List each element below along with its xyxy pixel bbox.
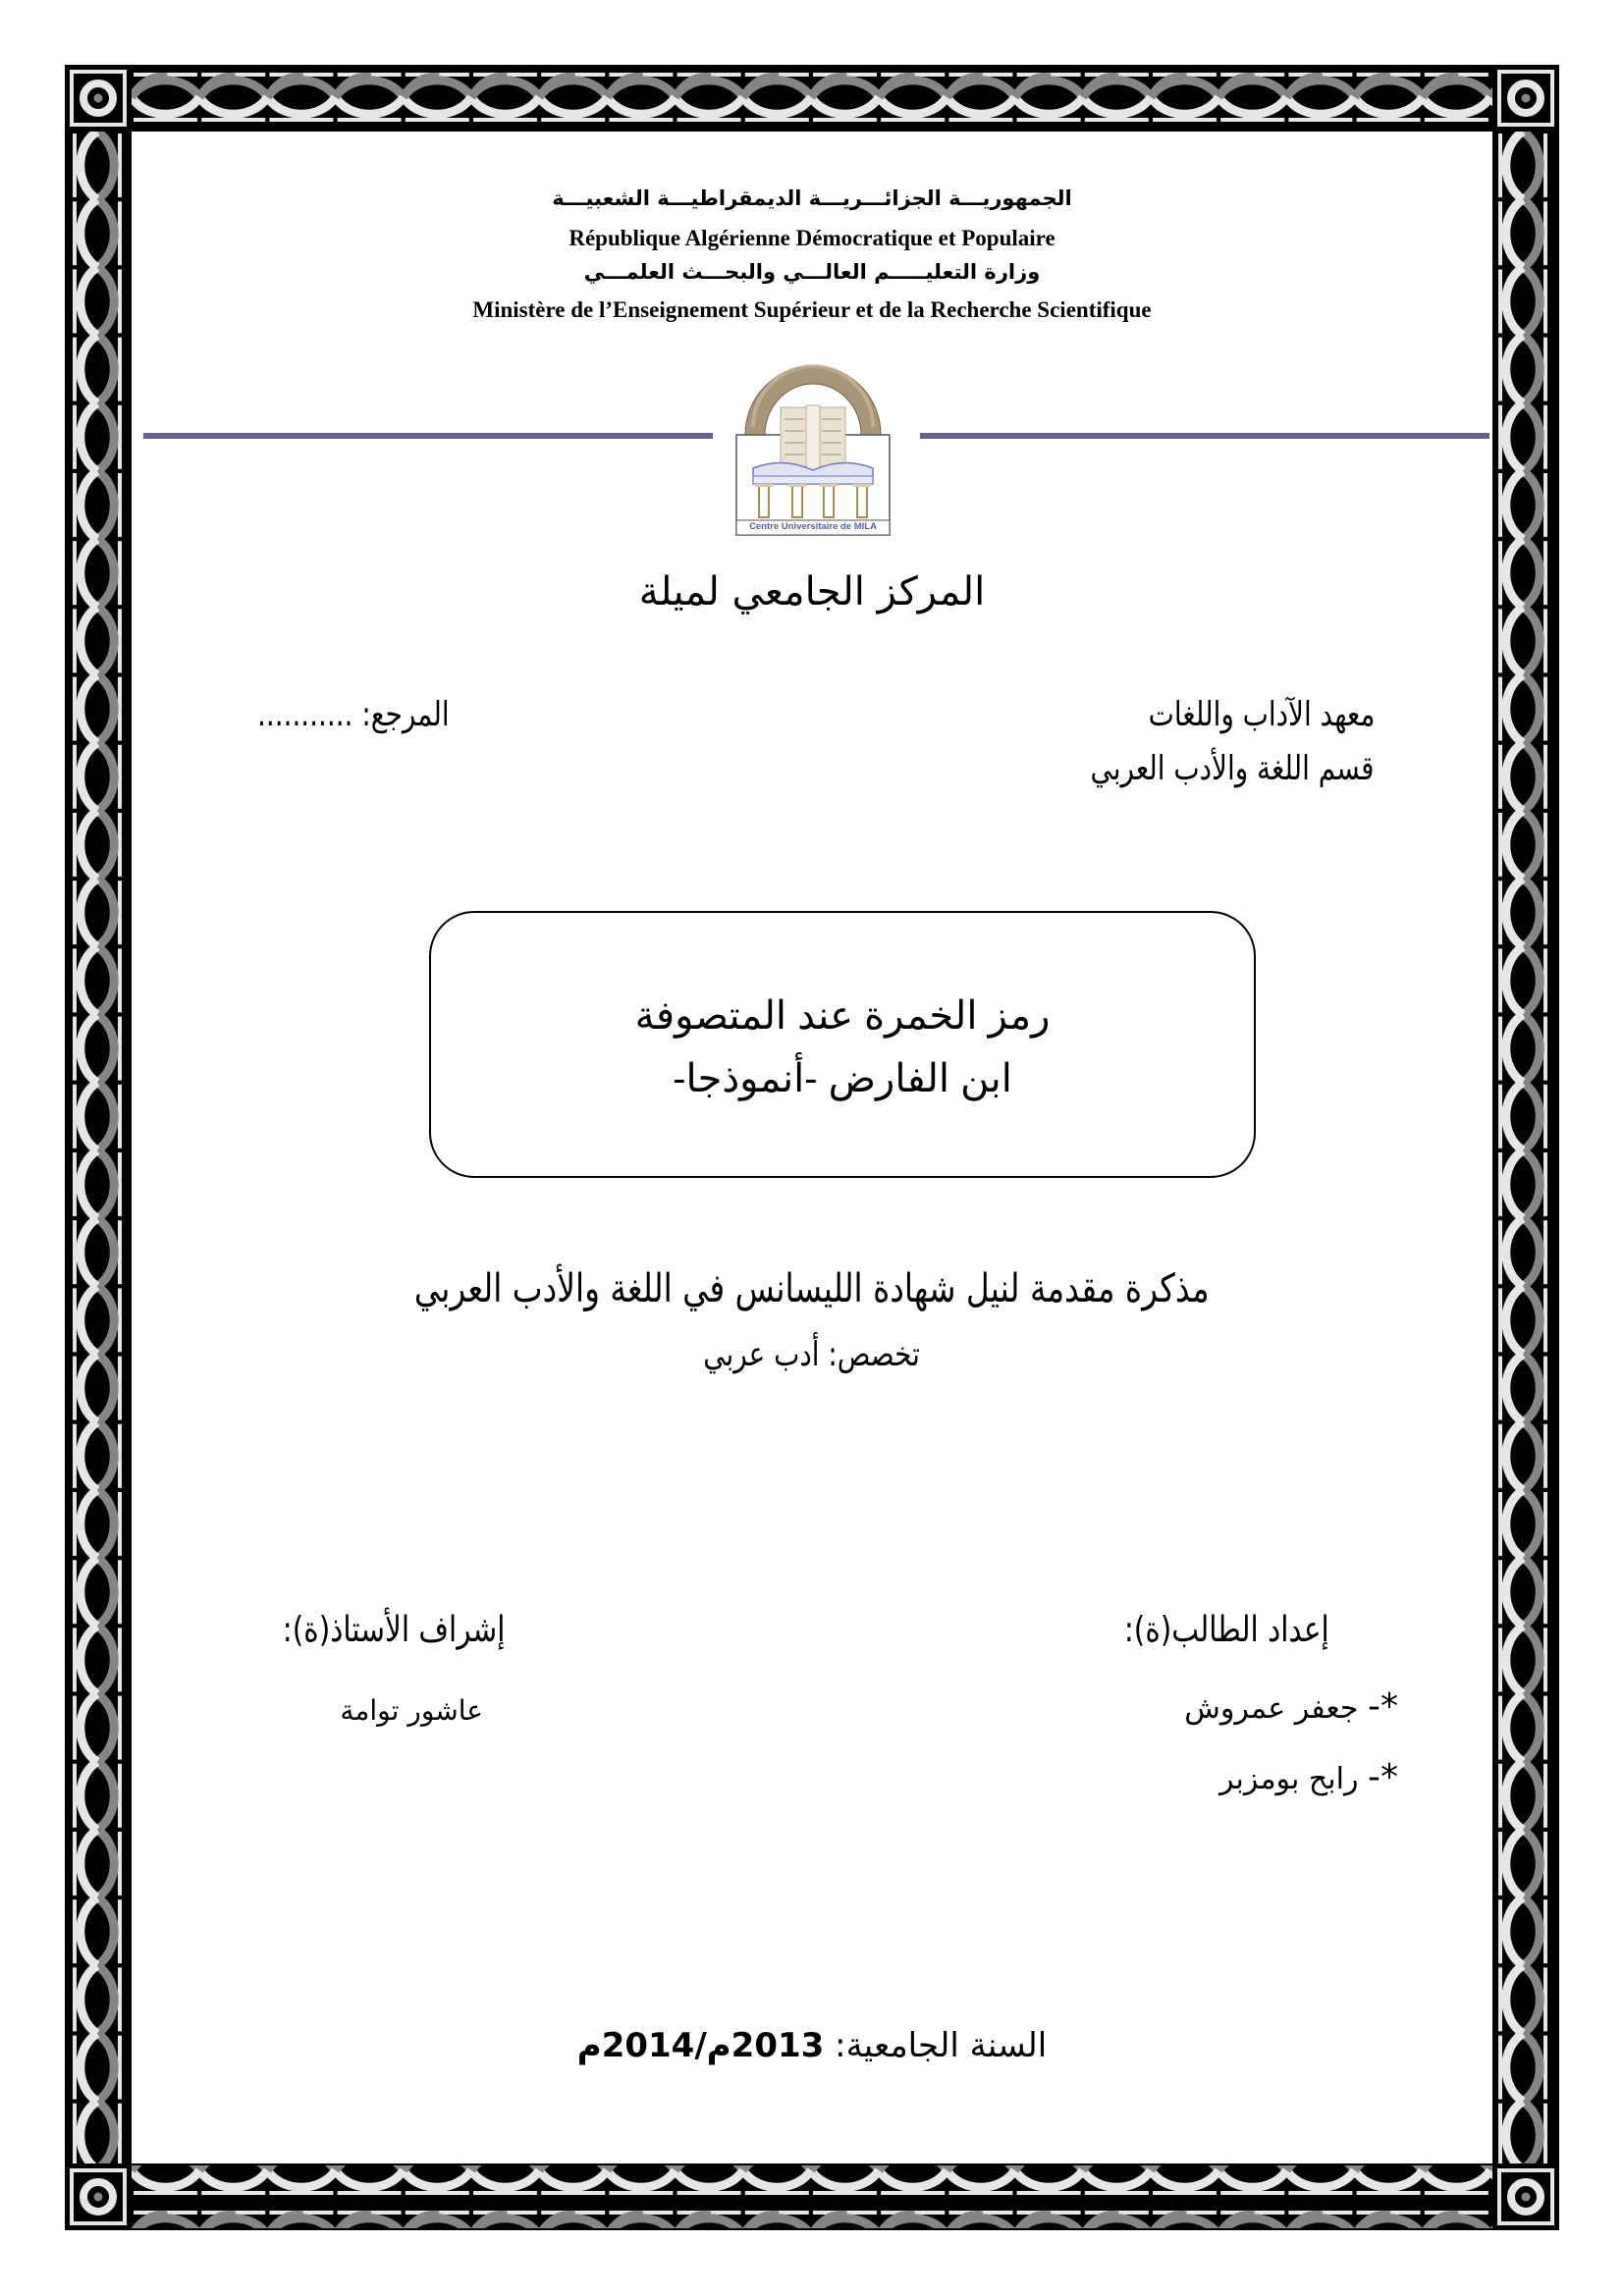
thesis-title-box bbox=[429, 911, 1256, 1178]
thesis-specialty-text: تخصص: أدب عربي bbox=[703, 1335, 921, 1374]
logo-caption: Centre Universitaire de MILA bbox=[749, 521, 877, 532]
student-item bbox=[1219, 1757, 1398, 1797]
bullet: *- bbox=[1368, 1686, 1398, 1727]
ministry-arabic: وزارة التعليـــــم العالـــي والبحـــث العلمـــي bbox=[583, 260, 1041, 284]
department-name: قسم اللغة والأدب العربي bbox=[1090, 749, 1375, 788]
student-item bbox=[1184, 1686, 1398, 1727]
republic-french: République Algérienne Démocratique et Populaire bbox=[568, 226, 1056, 250]
reference-value: ........... bbox=[257, 695, 353, 734]
academic-year-value: 2013م/2014م bbox=[576, 2026, 825, 2065]
thesis-purpose bbox=[0, 1266, 1624, 1311]
student-name: جعفر عمروش bbox=[1184, 1691, 1359, 1726]
students-label: إعداد الطالب(ة): bbox=[1124, 1610, 1329, 1650]
academic-year-label: السنة الجامعية: bbox=[835, 2026, 1048, 2065]
institution-name: المركز الجامعي لميلة bbox=[638, 569, 986, 614]
republic-arabic: الجمهوريـــة الجزائـــريـــة الديمقراطيـــة الشعبيـــة bbox=[552, 187, 1072, 210]
supervisor-label: إشراف الأستاذ(ة): bbox=[282, 1610, 505, 1650]
thesis-title-line1: رمز الخمرة عند المتصوفة bbox=[634, 994, 1051, 1038]
thesis-specialty bbox=[0, 1335, 1624, 1374]
bullet: *- bbox=[1368, 1757, 1398, 1797]
rule-right bbox=[920, 433, 1489, 439]
thesis-purpose-text: مذكرة مقدمة لنيل شهادة الليسانس في اللغة والأدب العربي bbox=[414, 1266, 1210, 1311]
supervisor-name: عاشور توامة bbox=[340, 1694, 483, 1727]
ministry-french: Ministère de l’Enseignement Supérieur et de la Recherche Scientifique bbox=[472, 297, 1152, 322]
student-name: رابح بومزبر bbox=[1219, 1762, 1359, 1796]
university-logo bbox=[733, 348, 893, 540]
institute-name: معهد الآداب واللغات bbox=[1148, 695, 1375, 734]
thesis-title-line2: ابن الفارض -أنموذجا- bbox=[673, 1057, 1012, 1100]
reference-label: المرجع: bbox=[361, 695, 450, 734]
academic-year bbox=[0, 2026, 1624, 2065]
rule-left bbox=[143, 433, 713, 439]
reference-field bbox=[257, 695, 450, 734]
